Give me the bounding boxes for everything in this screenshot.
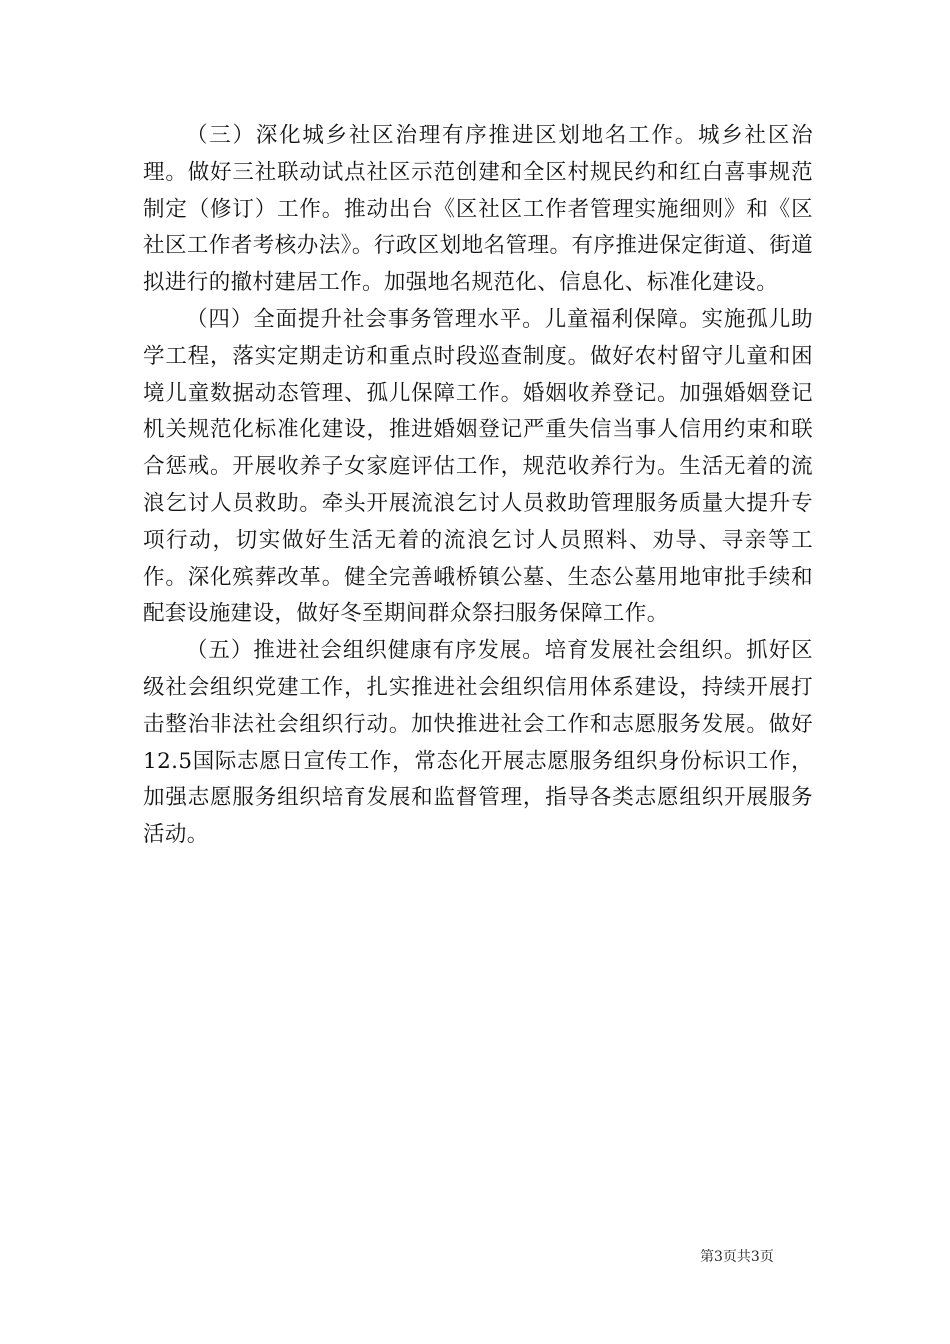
page-number-footer: 第3页共3页: [700, 1249, 774, 1265]
paragraph-section-5: （五）推进社会组织健康有序发展。培育发展社会组织。抓好区级社会组织党建工作，扎实推进社会组织信用体系建设，持续开展打击整治非法社会组织行动。加快推进社会工作和志愿服务发展。做好12.5国际志愿日宣传工作，常态化开展志愿服务组织身份标识工作，加强志愿服务组织培育发展和监督管理，指导各类志愿组织开展服务活动。: [143, 638, 813, 848]
document-body: [143, 118, 813, 854]
paragraph-section-3: （三）深化城乡社区治理有序推进区划地名工作。城乡社区治理。做好三社联动试点社区示范创建和全区村规民约和红白喜事规范制定（修订）工作。推动出台《区社区工作者管理实施细则》和《区社区工作者考核办法》。行政区划地名管理。有序推进保定街道、街道拟进行的撤村建居工作。加强地名规范化、信息化、标准化建设。: [143, 123, 813, 296]
paragraph-section-4: （四）全面提升社会事务管理水平。儿童福利保障。实施孤儿助学工程，落实定期走访和重点时段巡查制度。做好农村留守儿童和困境儿童数据动态管理、孤儿保障工作。婚姻收养登记。加强婚姻登记机关规范化标准化建设，推进婚姻登记严重失信当事人信用约束和联合惩戒。开展收养子女家庭评估工作，规范收养行为。生活无着的流浪乞讨人员救助。牵头开展流浪乞讨人员救助管理服务质量大提升专项行动，切实做好生活无着的流浪乞讨人员照料、劝导、寻亲等工作。深化殡葬改革。健全完善峨桥镇公墓、生态公墓用地审批手续和配套设施建设，做好冬至期间群众祭扫服务保障工作。: [143, 306, 813, 627]
